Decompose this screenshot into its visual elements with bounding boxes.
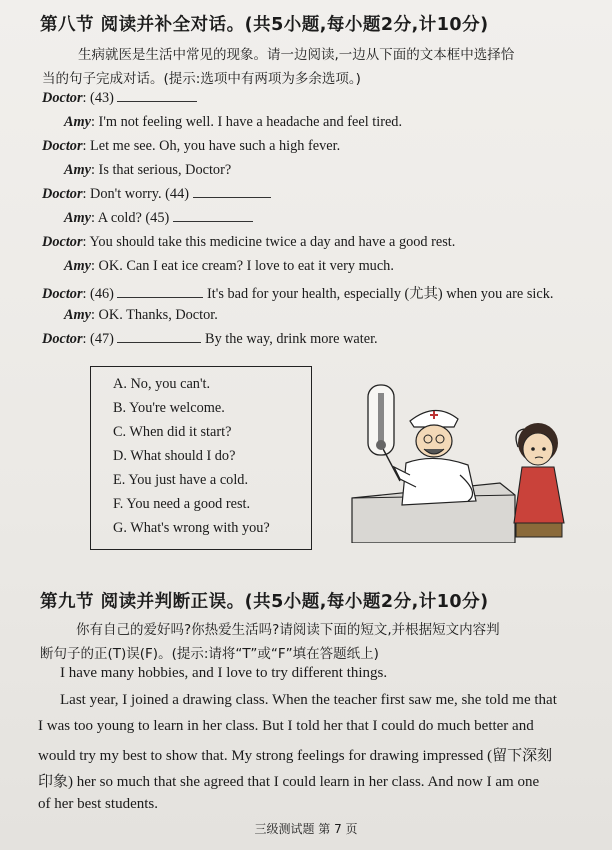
section9-intro-line2: 断句子的正(T)误(F)。(提示:请将“T”或“F”填在答题纸上) <box>40 646 379 662</box>
dialog-text: : OK. Can I eat ice cream? I love to eat it very much. <box>91 258 394 274</box>
speaker: Amy <box>64 114 92 130</box>
option-a: A. No, you can't. <box>113 376 211 392</box>
speaker: Doctor <box>42 234 83 250</box>
dialog-line <box>64 114 402 131</box>
page-footer: 三级测试题 第 7 页 <box>254 822 358 836</box>
option-f: F. You need a good rest. <box>113 496 251 512</box>
speaker: Amy <box>64 162 92 178</box>
section8-intro-line2: 当的句子完成对话。(提示:选项中有两项为多余选项。) <box>42 71 361 87</box>
option-c: C. When did it start? <box>113 424 232 440</box>
answer-blank-45[interactable] <box>173 221 253 222</box>
passage-line: of her best students. <box>38 796 158 812</box>
question-number: : (43) <box>82 90 114 106</box>
dialog-line-46 <box>42 283 553 303</box>
dialog-text: : Is that serious, Doctor? <box>91 162 232 178</box>
dialog-line-44 <box>42 186 271 203</box>
answer-blank-43[interactable] <box>117 101 197 102</box>
answer-blank-47[interactable] <box>117 342 201 343</box>
passage-line: 印象) her so much that she agreed that I could learn in her class. And now I am one <box>38 774 540 790</box>
option-b: B. You're welcome. <box>113 400 225 416</box>
speaker: Doctor <box>42 286 83 302</box>
dialog-text: : You should take this medicine twice a day and have a good rest. <box>82 234 456 250</box>
question-number: : (46) <box>82 286 114 302</box>
speaker: Doctor <box>42 331 83 347</box>
passage-line: Last year, I joined a drawing class. When the teacher first saw me, she told me that <box>60 692 557 708</box>
dialog-text: : OK. Thanks, Doctor. <box>91 307 218 323</box>
section8-heading: 第八节 阅读并补全对话。(共5小题,每小题2分,计10分) <box>40 15 489 35</box>
dialog-line <box>64 258 394 275</box>
speaker: Amy <box>64 307 92 323</box>
dialog-line <box>42 138 340 155</box>
speaker: Doctor <box>42 186 83 202</box>
section9-heading: 第九节 阅读并判断正误。(共5小题,每小题2分,计10分) <box>40 592 489 612</box>
dialog-line-43 <box>42 90 197 107</box>
option-d: D. What should I do? <box>113 448 236 464</box>
doctor-patient-illustration <box>350 383 580 543</box>
section9-intro-line1: 你有自己的爱好吗?你热爱生活吗?请阅读下面的短文,并根据短文内容判 <box>76 622 500 638</box>
dialog-line <box>42 234 455 251</box>
option-g: G. What's wrong with you? <box>113 520 270 536</box>
dialog-text: : A cold? (45) <box>91 210 170 226</box>
dialog-line <box>64 307 218 324</box>
answer-blank-46[interactable] <box>117 297 203 298</box>
passage-line: I was too young to learn in her class. But I told her that I could do much better and <box>38 718 534 734</box>
dialog-text: : Let me see. Oh, you have such a high fever. <box>82 138 341 154</box>
dialog-text: By the way, drink more water. <box>205 331 378 347</box>
speaker: Amy <box>64 258 92 274</box>
dialog-line <box>64 162 231 179</box>
option-e: E. You just have a cold. <box>113 472 249 488</box>
answer-blank-44[interactable] <box>193 197 271 198</box>
speaker: Doctor <box>42 90 83 106</box>
dialog-line-45 <box>64 210 253 227</box>
passage-line: would try my best to show that. My strong feelings for drawing impressed (留下深刻 <box>38 748 553 764</box>
options-box <box>90 366 312 550</box>
dialog-text: : Don't worry. (44) <box>82 186 189 202</box>
dialog-text: It's bad for your health, especially (尤其) when you are sick. <box>207 286 554 302</box>
passage-line: I have many hobbies, and I love to try different things. <box>60 665 388 681</box>
dialog-line-47 <box>42 331 378 348</box>
question-number: : (47) <box>82 331 114 347</box>
speaker: Doctor <box>42 138 83 154</box>
section8-intro-line1: 生病就医是生活中常见的现象。请一边阅读,一边从下面的文本框中选择恰 <box>78 47 515 63</box>
speaker: Amy <box>64 210 92 226</box>
dialog-text: : I'm not feeling well. I have a headache and feel tired. <box>91 114 403 130</box>
